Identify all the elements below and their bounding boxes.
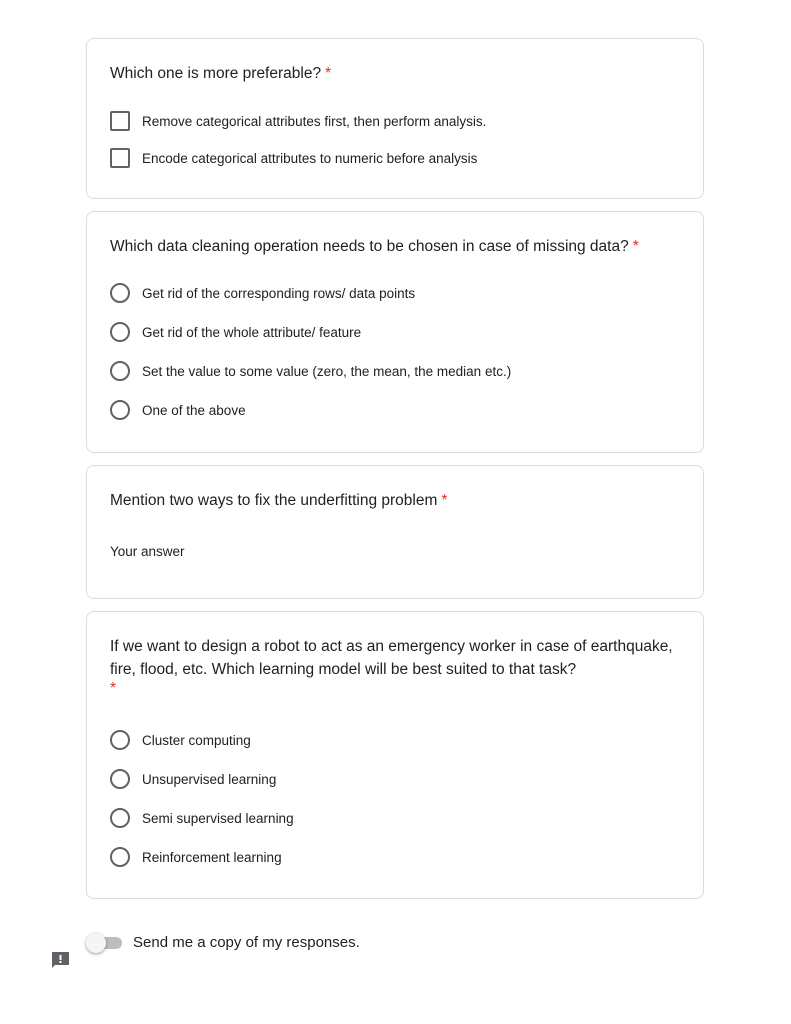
option-label: Get rid of the corresponding rows/ data points	[142, 285, 416, 301]
question-card-4	[86, 611, 704, 899]
radio-option[interactable]	[110, 729, 251, 751]
question-title-text: Mention two ways to fix the underfitting problem	[110, 492, 438, 509]
radio-button[interactable]	[110, 361, 130, 381]
required-asterisk: *	[632, 238, 639, 255]
question-title-text: If we want to design a robot to act as an emergency worker in case of earthquake, fire, flood, etc. Which learning model will be best suited to that task?	[110, 638, 673, 678]
checkbox[interactable]	[110, 111, 130, 131]
question-title	[110, 235, 683, 258]
question-card-3	[86, 465, 704, 599]
radio-option[interactable]	[110, 321, 361, 343]
option-label: Cluster computing	[142, 732, 251, 748]
radio-option[interactable]	[110, 360, 511, 382]
short-answer-input[interactable]: Your answer	[110, 544, 185, 559]
radio-option[interactable]	[110, 807, 294, 829]
option-label: Remove categorical attributes first, then perform analysis.	[142, 113, 487, 129]
question-title	[110, 489, 683, 512]
radio-button[interactable]	[110, 283, 130, 303]
radio-option[interactable]	[110, 846, 282, 868]
send-copy-label: Send me a copy of my responses.	[133, 934, 360, 951]
required-asterisk: *	[441, 492, 448, 509]
radio-button[interactable]	[110, 400, 130, 420]
checkbox-option[interactable]	[110, 110, 486, 132]
option-label: Get rid of the whole attribute/ feature	[142, 324, 362, 340]
question-title-text: Which one is more preferable?	[110, 65, 322, 82]
radio-button[interactable]	[110, 847, 130, 867]
toggle-thumb[interactable]	[86, 933, 106, 953]
required-asterisk: *	[110, 680, 117, 697]
option-label: One of the above	[142, 402, 246, 418]
question-card-1	[86, 38, 704, 199]
question-title-text: Which data cleaning operation needs to be chosen in case of missing data?	[110, 238, 629, 255]
option-label: Semi supervised learning	[142, 810, 294, 826]
question-title	[110, 62, 683, 85]
option-label: Encode categorical attributes to numeric before analysis	[142, 150, 478, 166]
radio-button[interactable]	[110, 769, 130, 789]
option-label: Unsupervised learning	[142, 771, 277, 787]
checkbox[interactable]	[110, 148, 130, 168]
option-label: Reinforcement learning	[142, 849, 282, 865]
feedback-icon[interactable]	[50, 950, 71, 971]
radio-button[interactable]	[110, 808, 130, 828]
radio-option[interactable]	[110, 282, 415, 304]
radio-button[interactable]	[110, 730, 130, 750]
question-title	[110, 635, 683, 697]
checkbox-option[interactable]	[110, 147, 477, 169]
question-card-2	[86, 211, 704, 453]
send-copy-toggle[interactable]	[86, 933, 122, 953]
radio-option[interactable]	[110, 399, 246, 421]
option-label: Set the value to some value (zero, the mean, the median etc.)	[142, 363, 512, 379]
required-asterisk: *	[325, 65, 332, 82]
radio-option[interactable]	[110, 768, 276, 790]
radio-button[interactable]	[110, 322, 130, 342]
